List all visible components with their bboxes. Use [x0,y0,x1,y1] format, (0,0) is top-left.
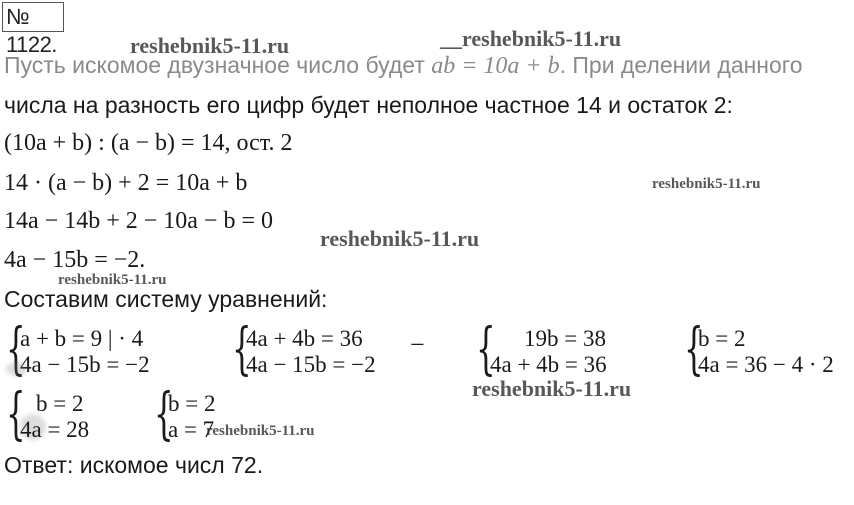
watermark: reshebnik5-11.ru [652,176,761,192]
watermark: reshebnik5-11.ru [130,33,290,58]
watermark: __reshebnik5-11.ru [440,26,622,51]
brace: { [476,317,496,382]
system-row: a = 7 [168,417,215,442]
system-row: b = 2 [698,326,746,351]
text-line-2: числа на разность его цифр будет неполное частное 14 и остаток 2: [4,92,733,118]
system-row: b = 2 [168,391,216,416]
system-row: 4a − 15b = −2 [246,352,376,377]
subtract-operator: − [410,330,425,359]
system-row: 19b = 38 [524,326,606,351]
system-row: 4a − 15b = −2 [20,352,150,377]
system-row: b = 2 [36,391,84,416]
answer-line: Ответ: искомое числ 72. [4,452,264,478]
brace: { [232,317,252,382]
text-fragment: . При делении данного [559,52,803,78]
brace: { [684,317,704,382]
problem-number-box: № 1122. [2,2,64,32]
watermark: reshebnik5-11.ru [320,226,480,251]
system-row: 4a = 28 [20,417,90,442]
watermark: reshebnik5-11.ru [206,423,315,439]
system-row: 4a + 4b = 36 [490,352,607,377]
system-row: 4a = 36 − 4 · 2 [698,352,834,377]
equation-division: (10a + b) : (a − b) = 14, ост. 2 [4,130,293,156]
system-row: a + b = 9 | · 4 [20,326,144,351]
formula-ab: ab = 10a + b [431,53,560,79]
brace: { [6,382,26,447]
brace: { [154,382,174,447]
watermark: reshebnik5-11.ru [58,272,167,288]
text-line-system: Составим систему уравнений: [4,286,328,312]
brace: { [6,317,26,382]
text-fragment: Пусть искомое двузначное число будет [4,52,432,78]
smudge-mark [6,362,28,376]
equation-expanded: 14 · (a − b) + 2 = 10a + b [4,170,248,196]
text-line-1 [4,52,802,80]
watermark: reshebnik5-11.ru [472,376,632,401]
equation-simplify: 14a − 14b + 2 − 10a − b = 0 [4,208,273,234]
equation-result: 4a − 15b = −2. [4,247,146,273]
system-row: 4a + 4b = 36 [246,326,363,351]
